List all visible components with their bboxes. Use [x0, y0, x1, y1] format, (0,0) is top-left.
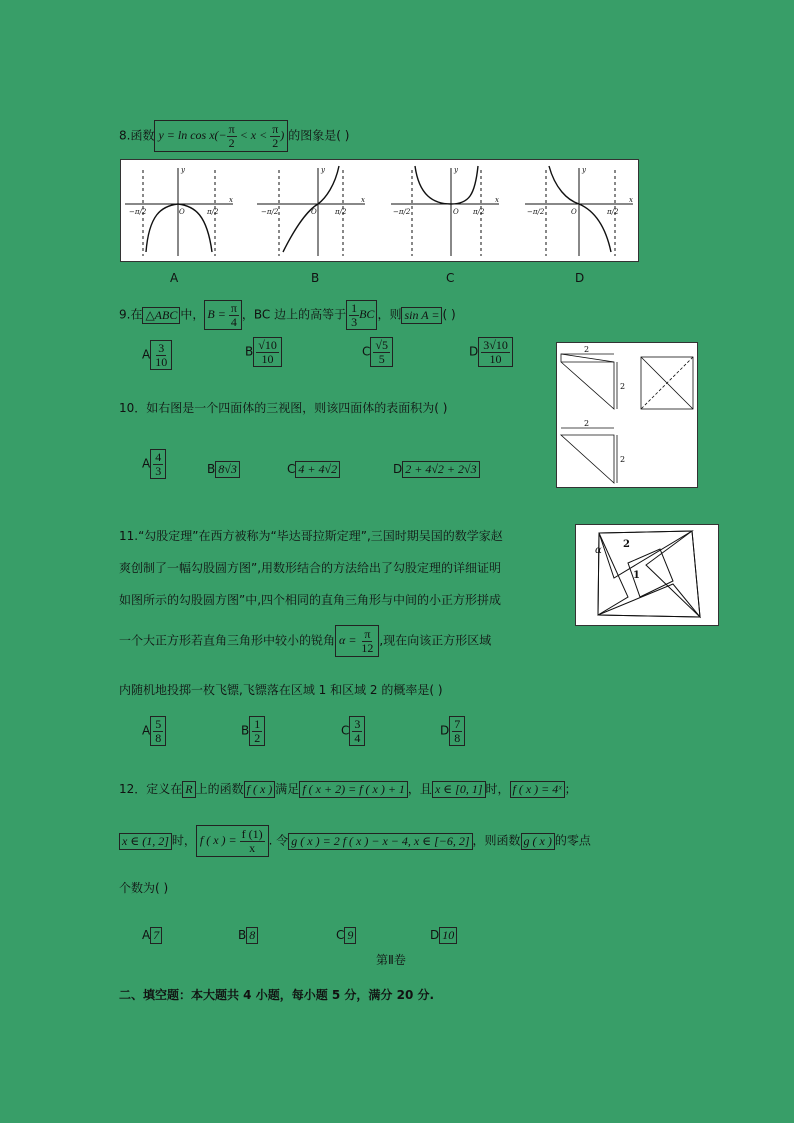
- q9-height-bc: BC: [359, 306, 375, 321]
- q9-option-a[interactable]: [142, 340, 172, 370]
- graph-c-y-label: y: [454, 166, 458, 174]
- q12-p10: 的零点: [554, 833, 591, 848]
- graph-a-y-label: y: [181, 166, 185, 174]
- q12-option-b-box: 8: [246, 927, 258, 944]
- q10-dim-top-width: 2: [584, 419, 590, 428]
- q10-option-d[interactable]: [393, 461, 480, 478]
- q9-mid3: ，则: [377, 307, 402, 322]
- q12-p4: ，且: [407, 782, 432, 797]
- q12-fx-frac: [240, 828, 265, 854]
- q12-p1: 12．定义在: [119, 782, 183, 797]
- q12-f4x-box: f ( x ) = 4ˣ: [510, 781, 565, 798]
- q10-dim-front-width: 2: [584, 345, 590, 354]
- q9-angle-label: B =: [207, 306, 226, 321]
- q11-option-a-box: [150, 716, 166, 746]
- graph-c-neg-tick: −π/2: [393, 208, 411, 216]
- q11-option-a-den: 8: [155, 730, 162, 745]
- q9-option-d-box: [478, 337, 513, 367]
- q9-option-c[interactable]: [362, 337, 393, 367]
- q11-option-c-box: [349, 716, 365, 746]
- q11-option-c-frac: [352, 718, 362, 744]
- q12-gdef-box: g ( x ) = 2 f ( x ) − x − 4, x ∈ [−6, 2]: [288, 833, 472, 850]
- graph-d-x-label: x: [629, 196, 633, 204]
- q11-alpha-num: π: [364, 627, 371, 641]
- q9-option-d[interactable]: [469, 337, 513, 367]
- q8-frac-num2: π: [272, 122, 279, 136]
- q9-height-frac: [349, 302, 359, 328]
- q9-triangle: △ABC: [142, 307, 180, 324]
- q9-option-a-frac: [153, 342, 169, 368]
- graph-d-y-label: y: [582, 166, 586, 174]
- q11-pythagoras-figure: [575, 524, 719, 626]
- q11-option-b[interactable]: [241, 716, 265, 746]
- graph-a-neg-tick: −π/2: [129, 208, 147, 216]
- q11-pythagoras-svg: [576, 525, 718, 625]
- q11-option-d-letter: D: [440, 723, 450, 738]
- graph-b-neg-tick: −π/2: [261, 208, 279, 216]
- q9-option-a-letter: A: [142, 347, 151, 362]
- q11-alpha-label: α =: [339, 632, 357, 647]
- graph-d-neg-tick: −π/2: [527, 208, 545, 216]
- q10-three-view-figure: [556, 342, 698, 488]
- graph-c-pos-tick: π/2: [473, 208, 485, 216]
- q11-option-b-box: [249, 716, 265, 746]
- q9-option-b-den: 10: [261, 351, 274, 366]
- q12-option-c-letter: C: [336, 928, 345, 943]
- section-2-heading: 二、填空题：本大题共 4 小题，每小题 5 分，满分 20 分.: [119, 988, 435, 1002]
- q12-rel-box: f ( x + 2) = f ( x ) + 1: [299, 781, 408, 798]
- graph-b-pos-tick: π/2: [335, 208, 347, 216]
- q8-formula-close: ): [280, 127, 285, 142]
- q9-height-num: 1: [351, 301, 358, 315]
- q12-line-1: [119, 781, 577, 798]
- q8-frac-neg: [227, 123, 237, 149]
- q12-dom1-box: x ∈ [0, 1]: [432, 781, 486, 798]
- q11-line-4: [119, 625, 491, 657]
- q9-option-c-frac: [373, 339, 390, 365]
- q11-option-c[interactable]: [341, 716, 365, 746]
- q11-option-a[interactable]: [142, 716, 166, 746]
- q10-front-view: [561, 354, 617, 409]
- q8-suffix: 的图象是( ): [288, 128, 350, 143]
- q12-p2: 上的函数: [195, 782, 244, 797]
- q10-option-c[interactable]: [287, 461, 340, 478]
- q8-frac-num: π: [228, 122, 235, 136]
- q8-frac-den: 2: [228, 135, 235, 150]
- q12-R-box: R: [182, 781, 195, 798]
- q12-option-a[interactable]: [142, 927, 162, 944]
- q10-option-a-num: 4: [155, 450, 162, 464]
- q10-option-c-box: 4 + 4√2: [295, 461, 340, 478]
- q9-mid2: ，BC 边上的高等于: [241, 307, 347, 322]
- q9-height-den: 3: [351, 314, 358, 329]
- q8-graphs-svg: [121, 160, 638, 261]
- q11-line-2: 爽创制了一幅勾股圆方图”,用数形结合的方法给出了勾股定理的详细证明: [119, 561, 502, 575]
- q11-line-4-post: ,现在向该正方形区域: [379, 633, 492, 648]
- q9-sinA: sin A =: [401, 307, 442, 324]
- q10-option-a-letter: A: [142, 456, 151, 471]
- q11-line-1: 11.“勾股定理”在西方被称为“毕达哥拉斯定理”,三国时期吴国的数学家赵: [119, 529, 503, 543]
- q8-formula-lead: y = ln cos x(−: [158, 127, 227, 142]
- q9-angle-frac: [229, 302, 239, 328]
- q9-option-c-letter: C: [362, 344, 371, 359]
- q8-frac-pos: [270, 123, 280, 149]
- q12-option-b-letter: B: [238, 928, 247, 943]
- q8-frac-den2: 2: [272, 135, 279, 150]
- q9-height-box: [346, 300, 377, 330]
- q11-option-c-den: 4: [354, 730, 361, 745]
- q12-option-a-letter: A: [142, 928, 151, 943]
- q9-option-a-num: 3: [158, 341, 165, 355]
- q11-option-d-den: 8: [454, 730, 461, 745]
- q11-line-5: 内随机地投掷一枚飞镖,飞镖落在区域 1 和区域 2 的概率是( ): [119, 683, 443, 697]
- q12-dom2-box: x ∈ (1, 2]: [119, 833, 172, 850]
- q10-option-b-box: 8√3: [215, 461, 240, 478]
- graph-b-y-label: y: [321, 166, 325, 174]
- q12-option-b[interactable]: [238, 927, 258, 944]
- q9-option-b-frac: [256, 339, 279, 365]
- q10-option-b[interactable]: [207, 461, 240, 478]
- q9-option-b[interactable]: [245, 337, 282, 367]
- graph-c-x-label: x: [495, 196, 499, 204]
- q12-gx-box: g ( x ): [521, 833, 555, 850]
- part-2-heading: 第Ⅱ卷: [376, 953, 406, 967]
- q11-fig-region-1: 1: [633, 570, 640, 581]
- graph-a-origin: O: [179, 208, 185, 216]
- q9-option-b-box: [253, 337, 282, 367]
- graph-d-origin: O: [571, 208, 577, 216]
- q11-option-d-frac: [452, 718, 462, 744]
- q11-option-a-letter: A: [142, 723, 151, 738]
- q9-prefix: 9.在: [119, 307, 143, 322]
- q12-p7: 时，: [171, 833, 196, 848]
- q9-option-d-num: 3√10: [483, 338, 508, 352]
- q11-fig-alpha: α: [595, 545, 602, 556]
- q11-option-b-frac: [252, 718, 262, 744]
- q11-option-c-letter: C: [341, 723, 350, 738]
- q11-fig-region-2: 2: [623, 539, 630, 550]
- q9-option-a-den: 10: [155, 354, 168, 369]
- graph-d-curve: [549, 166, 611, 252]
- graph-a-pos-tick: π/2: [207, 208, 219, 216]
- q8-label-b: B: [311, 271, 320, 285]
- q11-option-c-num: 3: [354, 717, 361, 731]
- q11-option-b-den: 2: [254, 730, 261, 745]
- q12-p3: 满足: [275, 782, 300, 797]
- q10-option-a-frac: [153, 451, 163, 477]
- q9-option-d-frac: [481, 339, 510, 365]
- graph-a-x-label: x: [229, 196, 233, 204]
- q10-option-a[interactable]: [142, 449, 166, 479]
- q9-option-c-box: [370, 337, 393, 367]
- q10-stem: 10．如右图是一个四面体的三视图，则该四面体的表面积为( ): [119, 401, 448, 415]
- q11-option-d-box: [449, 716, 465, 746]
- q9-option-c-den: 5: [378, 351, 385, 366]
- graph-b-x-label: x: [361, 196, 365, 204]
- q12-p5: 时，: [485, 782, 510, 797]
- q8-prefix: 8.函数: [119, 128, 155, 143]
- q12-p8: . 令: [268, 833, 289, 848]
- q10-side-view: [641, 357, 693, 409]
- q10-option-a-den: 3: [155, 463, 162, 478]
- q9-option-b-letter: B: [245, 344, 254, 359]
- q10-dim-top-height: 2: [620, 455, 626, 464]
- q9-stem: [119, 300, 456, 330]
- q12-option-c-box: 9: [344, 927, 356, 944]
- q9-option-d-den: 10: [489, 351, 502, 366]
- q9-option-d-letter: D: [469, 344, 479, 359]
- q11-alpha-box: [335, 625, 379, 657]
- q11-line-4-pre: 一个大正方形若直角三角形中较小的锐角: [119, 633, 336, 648]
- q11-option-b-letter: B: [241, 723, 250, 738]
- q11-alpha-den: 12: [361, 640, 374, 655]
- q9-mid1: 中，: [180, 307, 205, 322]
- q11-option-a-num: 5: [155, 717, 162, 731]
- q12-option-d[interactable]: [430, 927, 457, 944]
- q12-option-c[interactable]: [336, 927, 356, 944]
- q8-formula: [154, 120, 288, 152]
- q9-option-c-num: √5: [375, 338, 388, 352]
- q12-p6: ；: [564, 782, 577, 797]
- q12-fx-num: f (1): [241, 827, 263, 841]
- q9-suffix: ( ): [442, 307, 456, 322]
- q11-option-b-num: 1: [254, 717, 261, 731]
- graph-d-pos-tick: π/2: [607, 208, 619, 216]
- graph-b-origin: O: [311, 208, 317, 216]
- q10-option-a-box: [150, 449, 166, 479]
- q12-line-3: 个数为( ): [119, 881, 169, 895]
- q10-dim-front-height: 2: [620, 382, 626, 391]
- q9-option-a-box: [150, 340, 172, 370]
- q10-top-view: [561, 428, 617, 483]
- q11-line-3: 如图所示的勾股圆方图”中,四个相同的直角三角形与中间的小正方形拼成: [119, 593, 502, 607]
- q12-fx-box: f ( x ): [244, 781, 276, 798]
- q10-option-c-letter: C: [287, 462, 296, 477]
- graph-c-curve: [415, 166, 478, 204]
- q12-option-d-letter: D: [430, 928, 440, 943]
- q8-stem: [119, 120, 349, 152]
- q9-option-b-num: √10: [258, 338, 277, 352]
- q11-option-d-num: 7: [454, 717, 461, 731]
- q10-option-d-box: 2 + 4√2 + 2√3: [402, 461, 479, 478]
- q8-graphs-figure: [120, 159, 639, 262]
- q9-angle-num: π: [230, 301, 237, 315]
- q12-option-d-box: 10: [439, 927, 457, 944]
- q11-outer-square: [598, 531, 700, 617]
- q8-label-d: D: [575, 271, 585, 285]
- q8-formula-mid: < x <: [239, 127, 268, 142]
- q10-three-view-svg: [557, 343, 697, 487]
- q12-line-2: [119, 825, 591, 857]
- q10-option-d-letter: D: [393, 462, 403, 477]
- q12-fx-eq: f ( x ) =: [199, 832, 237, 847]
- q12-option-a-box: 7: [150, 927, 162, 944]
- graph-c-origin: O: [453, 208, 459, 216]
- q12-fx-den: x: [249, 840, 256, 855]
- q11-option-d[interactable]: [440, 716, 465, 746]
- q11-alpha-frac: [359, 628, 375, 654]
- q9-angle-box: [204, 300, 242, 330]
- q10-option-b-letter: B: [207, 462, 216, 477]
- q12-p9: ，则函数: [472, 833, 521, 848]
- q9-angle-den: 4: [230, 314, 237, 329]
- q11-option-a-frac: [153, 718, 163, 744]
- q8-label-c: C: [446, 271, 455, 285]
- q12-fx-def-box: [196, 825, 269, 857]
- q8-label-a: A: [170, 271, 179, 285]
